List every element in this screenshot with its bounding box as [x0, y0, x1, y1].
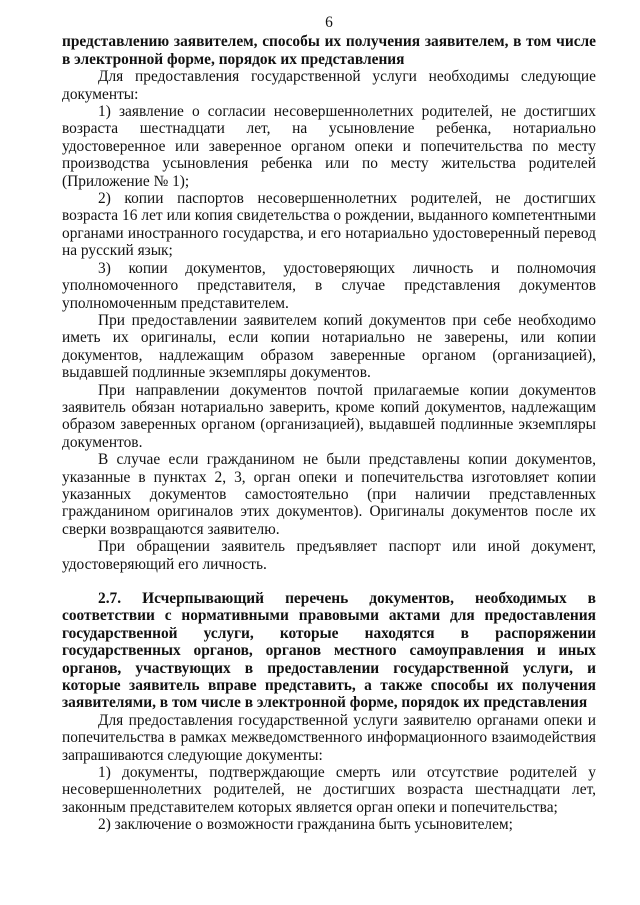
list-item: 2) копии паспортов несовершеннолетних родителей, не достигших возраста 16 лет или копия свидетельства о рождении, выданного компетентными органами иностранного государства, и его нотариально удостоверенный перевод на русский язык;: [62, 190, 596, 260]
section-gap: [62, 573, 596, 590]
section-heading: 2.7. Исчерпывающий перечень документов, необходимых в соответствии с нормативными правовыми актами для предоставления государственной услуги, которые находятся в распоряжении государственных органов, органов местного самоуправления и иных органов, участвующих в предоставлении государственной услуги, и которые заявитель вправе представить, а также способы их получения заявителями, в том числе в электронной форме, порядок их представления: [62, 590, 596, 712]
list-item: 2) заключение о возможности гражданина быть усыновителем;: [98, 816, 513, 834]
document-page: [62, 14, 596, 834]
heading-continuation: представлению заявителем, способы их получения заявителем, в том числе в электронной форме, порядок их представления: [62, 33, 596, 68]
list-item: 3) копии документов, удостоверяющих личность и полномочия уполномоченного представителя, в случае представления документов уполномоченным представителем.: [62, 259, 596, 312]
paragraph: При обращении заявитель предъявляет паспорт или иной документ, удостоверяющий его личность.: [62, 538, 596, 573]
paragraph: В случае если гражданином не были представлены копии документов, указанные в пунктах 2, 3, орган опеки и попечительства изготовляет копии указанных документов самостоятельно (при наличии представленных гражданином оригиналов этих документов). Оригиналы документов после их сверки возвращаются заявителю.: [62, 451, 596, 538]
page-number: 6: [325, 14, 333, 31]
list-item: 1) заявление о согласии несовершеннолетних родителей, не достигших возраста шестнадцати лет, на усыновление ребенка, нотариально удостоверенное или заверенное органом опеки и попечительства по месту производства усыновления ребенка или по месту жительства родителей (Приложение № 1);: [62, 103, 596, 190]
paragraph: При предоставлении заявителем копий документов при себе необходимо иметь их оригиналы, если копии нотариально не заверены, или копии документов, надлежащим образом заверенные органом (организацией), выдавшей подлинные экземпляры документов.: [62, 311, 596, 382]
list-item: 1) документы, подтверждающие смерть или отсутствие родителей у несовершеннолетних родителей, не достигших возраста шестнадцати лет, законным представителем которых является орган опеки и попечительства;: [62, 764, 596, 816]
paragraph: При направлении документов почтой прилагаемые копии документов заявитель обязан нотариально заверить, кроме копий документов, надлежащим образом заверенных органом (организацией), выдавшей подлинные экземпляры документов.: [62, 381, 596, 451]
paragraph: Для предоставления государственной услуги необходимы следующие документы:: [62, 68, 596, 103]
paragraph: Для предоставления государственной услуги заявителю органами опеки и попечительства в рамках межведомственного информационного взаимодействия запрашиваются следующие документы:: [62, 711, 596, 764]
